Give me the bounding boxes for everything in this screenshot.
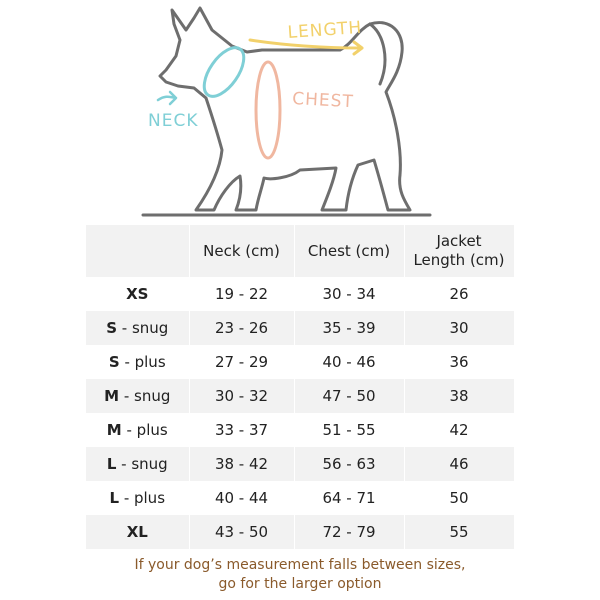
table-row: [86, 311, 514, 345]
jacket-length-cell: 55: [404, 515, 514, 549]
size-letter: L: [106, 455, 117, 473]
length-arrow-icon: [250, 40, 362, 54]
chest-cell: 35 - 39: [294, 311, 404, 345]
size-footnote: [0, 556, 600, 594]
size-cell: [86, 379, 189, 413]
size-variant: - plus: [119, 489, 166, 507]
size-letter: S: [106, 319, 117, 337]
chest-cell: 56 - 63: [294, 447, 404, 481]
jacket-length-cell: 38: [404, 379, 514, 413]
size-variant: - snug: [117, 319, 169, 337]
table-row: [86, 515, 514, 549]
neck-cell: 30 - 32: [189, 379, 294, 413]
chest-cell: 72 - 79: [294, 515, 404, 549]
chest-cell: 64 - 71: [294, 481, 404, 515]
table-row: [86, 447, 514, 481]
table-header-row: [86, 225, 514, 277]
jacket-length-cell: 26: [404, 277, 514, 311]
header-neck: Neck (cm): [189, 225, 294, 277]
table-row: [86, 379, 514, 413]
size-cell: [86, 413, 189, 447]
size-cell: [86, 277, 189, 311]
neck-cell: 27 - 29: [189, 345, 294, 379]
jacket-length-cell: 46: [404, 447, 514, 481]
neck-cell: 40 - 44: [189, 481, 294, 515]
neck-cell: 23 - 26: [189, 311, 294, 345]
size-letter: L: [109, 489, 120, 507]
chest-measure-loop: [256, 62, 280, 158]
chest-cell: 30 - 34: [294, 277, 404, 311]
size-letter: M: [104, 387, 120, 405]
footnote-line1: If your dog’s measurement falls between sizes,: [134, 557, 466, 573]
size-letter: XS: [126, 285, 149, 303]
table-row: [86, 277, 514, 311]
chest-label: CHEST: [291, 89, 355, 113]
table-row: [86, 413, 514, 447]
size-cell: [86, 447, 189, 481]
neck-cell: 33 - 37: [189, 413, 294, 447]
chest-cell: 40 - 46: [294, 345, 404, 379]
neck-cell: 19 - 22: [189, 277, 294, 311]
neck-cell: 43 - 50: [189, 515, 294, 549]
size-cell: [86, 311, 189, 345]
dog-tail-icon: [370, 24, 385, 84]
size-cell: [86, 515, 189, 549]
size-letter: XL: [126, 523, 148, 541]
table-row: [86, 345, 514, 379]
size-variant: - snug: [119, 387, 171, 405]
size-variant: - plus: [119, 353, 166, 371]
header-chest: Chest (cm): [294, 225, 404, 277]
neck-cell: 38 - 42: [189, 447, 294, 481]
footnote-line2: go for the larger option: [218, 576, 382, 592]
length-label: LENGTH: [286, 17, 363, 43]
header-jacket-length: [404, 225, 514, 277]
header-jacket-line1: Jacket: [436, 232, 482, 250]
chest-cell: 47 - 50: [294, 379, 404, 413]
dog-measurement-diagram: [100, 0, 460, 222]
chest-cell: 51 - 55: [294, 413, 404, 447]
size-variant: - snug: [116, 455, 168, 473]
neck-label: NECK: [148, 111, 199, 131]
jacket-length-cell: 50: [404, 481, 514, 515]
neck-measure-loop: [196, 41, 251, 103]
size-letter: S: [108, 353, 120, 371]
size-chart-table: [86, 225, 515, 549]
neck-arrow-icon: [158, 92, 176, 104]
size-variant: - plus: [121, 421, 168, 439]
size-cell: [86, 481, 189, 515]
size-cell: [86, 345, 189, 379]
header-jacket-line2: Length (cm): [413, 251, 505, 269]
header-size: [86, 225, 189, 277]
jacket-length-cell: 30: [404, 311, 514, 345]
jacket-length-cell: 42: [404, 413, 514, 447]
size-letter: M: [106, 421, 122, 439]
dog-outline-icon: [160, 8, 410, 210]
table-row: [86, 481, 514, 515]
jacket-length-cell: 36: [404, 345, 514, 379]
